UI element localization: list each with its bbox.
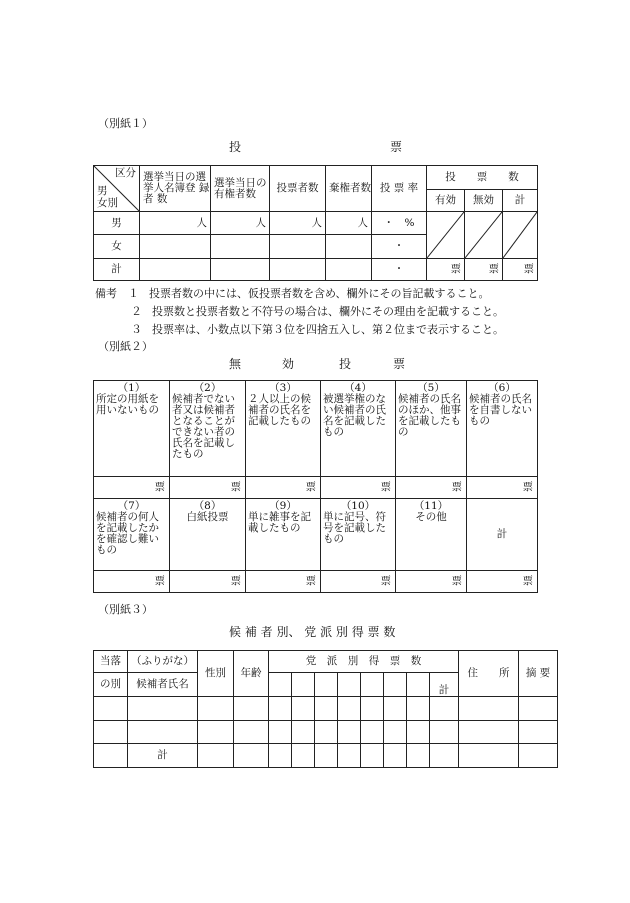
party-cell [407,673,430,697]
empty-cell [269,744,292,768]
empty-cell [361,721,384,744]
header-kubun-cell [94,166,140,212]
category-text: 候補者でない者又は候補者となることができない者の氏名を記載したもの [172,393,235,460]
sheet3-label: （別紙３） [98,603,153,616]
empty-cell [292,721,315,744]
header-tousen-top: 当落 [94,651,128,673]
sheet1-title-left: 投 [229,140,242,154]
unit-cell: 人 [140,212,211,235]
sheet2-title-1: 効 [282,357,295,371]
empty-cell [198,697,234,721]
table-row [94,571,538,593]
ticket-cell: 票 [467,477,538,499]
category-num: （4） [344,382,372,394]
slash-cell [465,212,503,259]
empty-cell [384,744,407,768]
note-3 [131,323,504,337]
header-address: 住 所 [459,651,519,697]
empty-cell [361,744,384,768]
rate-cell: ・ [372,235,427,259]
ticket-cell: 票 [246,571,321,593]
category-cell [94,499,170,571]
empty-cell [315,744,338,768]
table-row [94,721,558,744]
slash-cell [503,212,538,259]
sheet2-title-3: 票 [393,357,406,371]
empty-cell [140,235,211,259]
row-label: 計 [94,259,140,281]
note-text: 投票数と投票者数と不符号の場合は、欄外にその理由を記載すること。 [152,305,504,318]
empty-cell [519,697,558,721]
party-cell [361,673,384,697]
empty-cell [270,235,326,259]
empty-cell [269,697,292,721]
empty-cell [430,744,459,768]
category-num: （8） [193,500,222,512]
table-row [94,381,538,477]
empty-cell [270,259,326,281]
empty-cell [198,721,234,744]
table-row [94,259,538,281]
party-cell [315,673,338,697]
empty-cell [128,721,198,744]
sheet3-title: 候 補 者 別、 党 派 別 得 票 数 [229,625,396,639]
note-2 [131,305,504,319]
table-row [94,499,538,571]
header-furigana: （ふりがな） [128,651,198,673]
unit-cell: 人 [326,212,372,235]
note-head: 備考 １ [95,287,139,300]
category-cell [246,499,321,571]
empty-cell [315,721,338,744]
empty-cell [292,697,315,721]
party-cell [338,673,361,697]
empty-cell [140,259,211,281]
empty-cell [519,721,558,744]
category-num: （5） [417,382,445,394]
sheet2-title-0: 無 [229,357,242,371]
empty-cell [361,697,384,721]
table-row [94,697,558,721]
header-party: 党 派 別 得 票 数 [269,651,459,673]
ticket-cell: 票 [170,571,246,593]
category-text: 単に記号、符号を記載したもの [323,511,386,545]
category-num: （2） [193,382,222,394]
table-row [94,477,538,499]
sheet1-label: （別紙１） [98,117,153,130]
ticket-cell: 票 [467,571,538,593]
category-cell [170,381,246,477]
header-sub-valid: 有効 [427,190,465,212]
ticket-cell: 票 [427,259,465,281]
empty-cell [430,721,459,744]
party-cell [292,673,315,697]
party-cell [384,673,407,697]
ticket-cell: 票 [94,571,170,593]
table-row [94,744,558,768]
empty-cell [292,744,315,768]
note-head: ２ [131,305,142,318]
unit-cell: 人 [270,212,326,235]
category-text: 候補者の氏名を自書しないもの [469,393,532,427]
empty-cell [430,697,459,721]
sheet2-label: （別紙２） [98,340,153,353]
ticket-cell: 票 [396,571,467,593]
ticket-cell: 票 [94,477,170,499]
category-text: 白紙投票 [186,511,229,523]
empty-cell [315,697,338,721]
category-text: 被選挙権のない候補者の氏名を記載したもの [323,393,386,438]
slash-cell [427,212,465,259]
empty-cell [407,697,430,721]
header-col3: 投票者数 [270,166,326,212]
header-party-total: 計 [430,673,459,697]
empty-cell [459,744,519,768]
empty-cell [234,744,269,768]
empty-cell [269,721,292,744]
empty-cell [128,697,198,721]
empty-cell [407,721,430,744]
ticket-cell: 票 [396,477,467,499]
empty-cell [94,721,128,744]
row-label: 女 [94,235,140,259]
unit-cell: 人 [211,212,270,235]
ticket-cell: 票 [170,477,246,499]
ticket-cell: 票 [503,259,538,281]
ticket-cell: 票 [321,571,396,593]
header-sub-total: 計 [503,190,538,212]
total-label: 計 [467,499,538,571]
header-summary: 摘 要 [519,651,558,697]
category-cell [396,381,467,477]
empty-cell [326,259,372,281]
category-num: （6） [488,382,516,394]
empty-cell [198,744,234,768]
header-age: 年齢 [234,651,269,697]
header-name: 候補者氏名 [128,673,198,697]
note-text: 投票者数の中には、仮投票者数を含め、欄外にその旨記載すること。 [149,287,490,300]
category-text: 所定の用紙を用いないもの [96,393,159,416]
empty-cell [94,744,128,768]
empty-cell [94,697,128,721]
party-cell [269,673,292,697]
note-1 [95,287,490,301]
empty-cell [338,744,361,768]
header-col4: 棄権者数 [326,166,372,212]
empty-cell [519,744,558,768]
empty-cell [211,235,270,259]
empty-cell [234,721,269,744]
category-num: （1） [117,382,146,394]
category-cell [170,499,246,571]
category-text: 候補者の何人を記載したかを確認し難いもの [96,511,159,556]
turnout-table [93,165,538,281]
category-text: その他 [415,511,447,523]
header-col5: 投 票 率 [372,166,427,212]
header-sub-invalid: 無効 [465,190,503,212]
category-text: ２人以上の候補者の氏名を記載したもの [248,393,311,427]
header-sex: 性別 [198,651,234,697]
empty-cell [459,721,519,744]
rate-cell: ・ % [372,212,427,235]
empty-cell [338,721,361,744]
invalid-vote-table [93,380,538,593]
rate-cell: ・ [372,259,427,281]
empty-cell [384,721,407,744]
header-col1: 選挙当日の選挙人名簿登 録 者 数 [140,166,211,212]
sheet2-title-2: 投 [339,357,352,371]
sheet1-title-right: 票 [390,140,403,154]
header-danjo: 男 女別 [97,185,118,209]
header-kubun: 区分 [115,167,136,179]
candidate-vote-table [93,650,558,768]
header-tousen-bottom: の別 [94,673,128,697]
category-cell [321,499,396,571]
header-col6: 投 票 数 [427,166,538,190]
note-head: ３ [131,323,142,336]
row-label: 男 [94,212,140,235]
category-cell [321,381,396,477]
ticket-cell: 票 [246,477,321,499]
category-cell [246,381,321,477]
category-num: （11） [413,500,449,512]
category-num: （9） [269,500,297,512]
empty-cell [326,235,372,259]
category-text: 単に雑事を記載したもの [248,511,311,534]
empty-cell [234,697,269,721]
header-col2: 選挙当日の有権者数 [211,166,270,212]
category-cell [396,499,467,571]
empty-cell [338,697,361,721]
ticket-cell: 票 [465,259,503,281]
category-num: （7） [117,500,146,512]
empty-cell [407,744,430,768]
category-cell [94,381,170,477]
footer-total: 計 [128,744,198,768]
category-cell [467,381,538,477]
table-row [94,212,538,235]
category-text: 候補者の氏名のほか、他事を記載したもの [398,393,461,438]
category-num: （10） [340,500,376,512]
ticket-cell: 票 [321,477,396,499]
empty-cell [211,259,270,281]
note-text: 投票率は、小数点以下第３位を四捨五入し、第２位まで表示すること。 [152,323,504,336]
category-num: （3） [269,382,297,394]
empty-cell [384,697,407,721]
empty-cell [459,697,519,721]
